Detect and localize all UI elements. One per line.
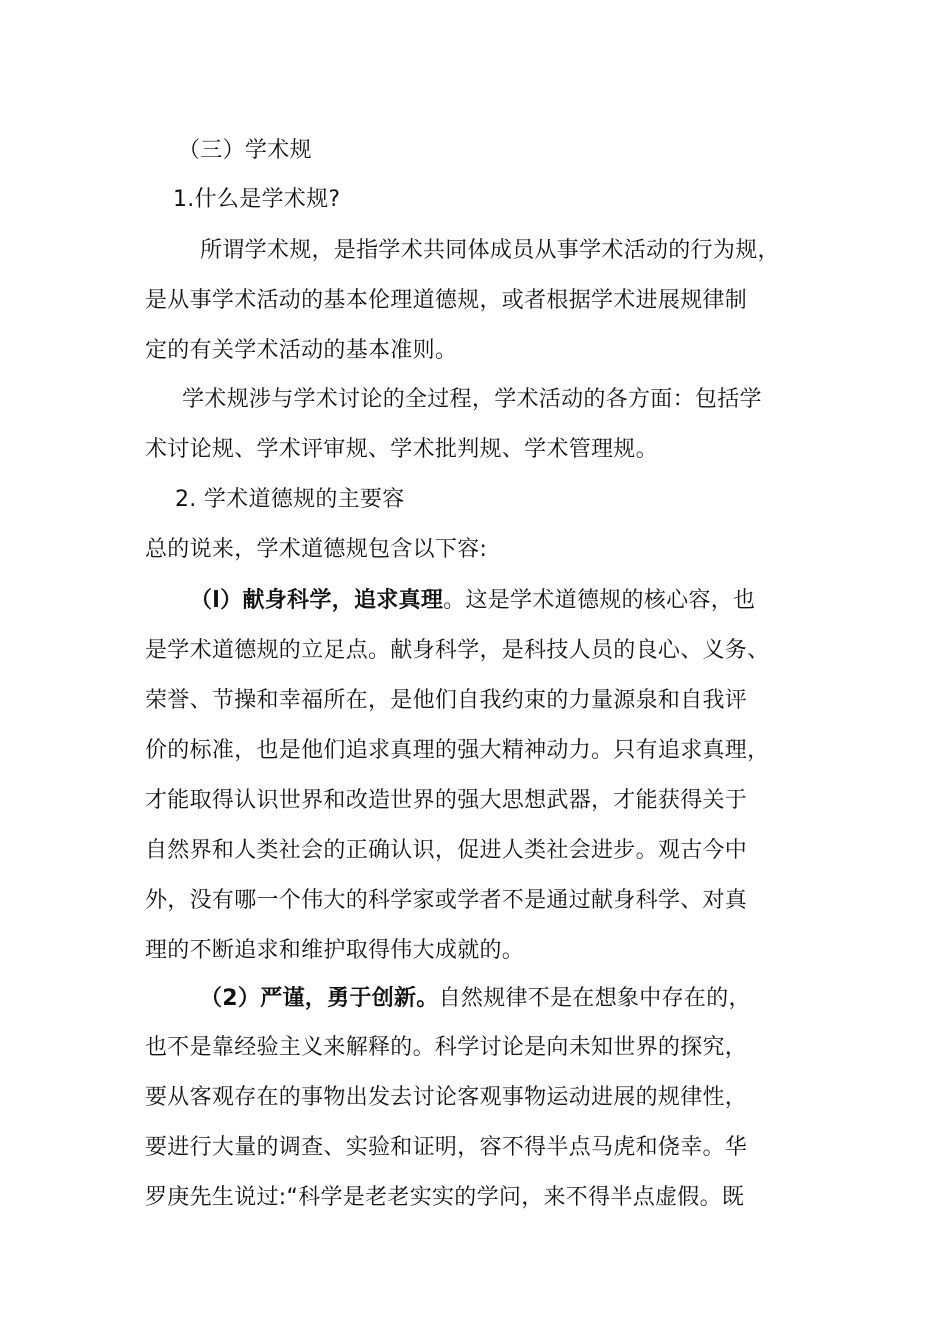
paragraph-2-line-1: 学术规涉与学术讨论的全过程，学术活动的各方面：包括学	[182, 387, 762, 412]
item-1-line-5: 才能取得认识世界和改造世界的强大思想武器，才能获得关于	[145, 788, 748, 813]
item-1-line-3: 荣誉、节操和幸福所在，是他们自我约束的力量源泉和自我评	[145, 688, 748, 713]
item-1-line-8: 理的不断追求和维护取得伟大成就的。	[145, 938, 525, 963]
section-heading: （三）学术规	[178, 138, 312, 163]
item-2-first-text: 自然规律不是在想象中存在的，	[438, 986, 751, 1011]
item-1-line-1	[190, 586, 880, 616]
item-2-title: （2）严谨，勇于创新。	[200, 986, 439, 1011]
paragraph-2-line-2: 术讨论规、学术评审规、学术批判规、学术管理规。	[145, 437, 658, 462]
intro-line: 总的说来，学术道德规包含以下容:	[145, 537, 488, 562]
item-1-title: （l）献身科学，追求真理	[190, 588, 444, 613]
paragraph-1-line-1: 所谓学术规，是指学术共同体成员从事学术活动的行为规，	[200, 238, 780, 263]
item-1-line-4: 价的标准，也是他们追求真理的强大精神动力。只有追求真理，	[145, 738, 770, 763]
paragraph-1-line-3: 定的有关学术活动的基本准则。	[145, 338, 458, 363]
item-1-line-2: 是学术道德规的立足点。献身科学，是科技人员的良心、义务、	[145, 638, 770, 663]
item-2-line-5: 罗庚先生说过:“科学是老老实实的学问，来不得半点虚假。既	[145, 1185, 745, 1210]
item-2-line-4: 要进行大量的调查、实验和证明，容不得半点马虎和侥幸。华	[145, 1135, 748, 1160]
question-1-heading: 1.什么是学术规?	[173, 187, 341, 212]
item-2-line-2: 也不是靠经验主义来解释的。科学讨论是向未知世界的探究，	[145, 1035, 748, 1060]
item-1-line-6: 自然界和人类社会的正确认识，促进人类社会进步。观古今中	[145, 838, 748, 863]
item-1-line-7: 外，没有哪一个伟大的科学家或学者不是通过献身科学、对真	[145, 888, 748, 913]
question-2-heading: 2. 学术道德规的主要容	[175, 487, 405, 512]
item-2-line-1	[200, 984, 890, 1014]
paragraph-1-line-2: 是从事学术活动的基本伦理道德规，或者根据学术进展规律制	[145, 288, 748, 313]
item-2-line-3: 要从客观存在的事物出发去讨论客观事物运动进展的规律性，	[145, 1085, 748, 1110]
item-1-first-text: 。这是学术道德规的核心容，也	[443, 588, 756, 613]
